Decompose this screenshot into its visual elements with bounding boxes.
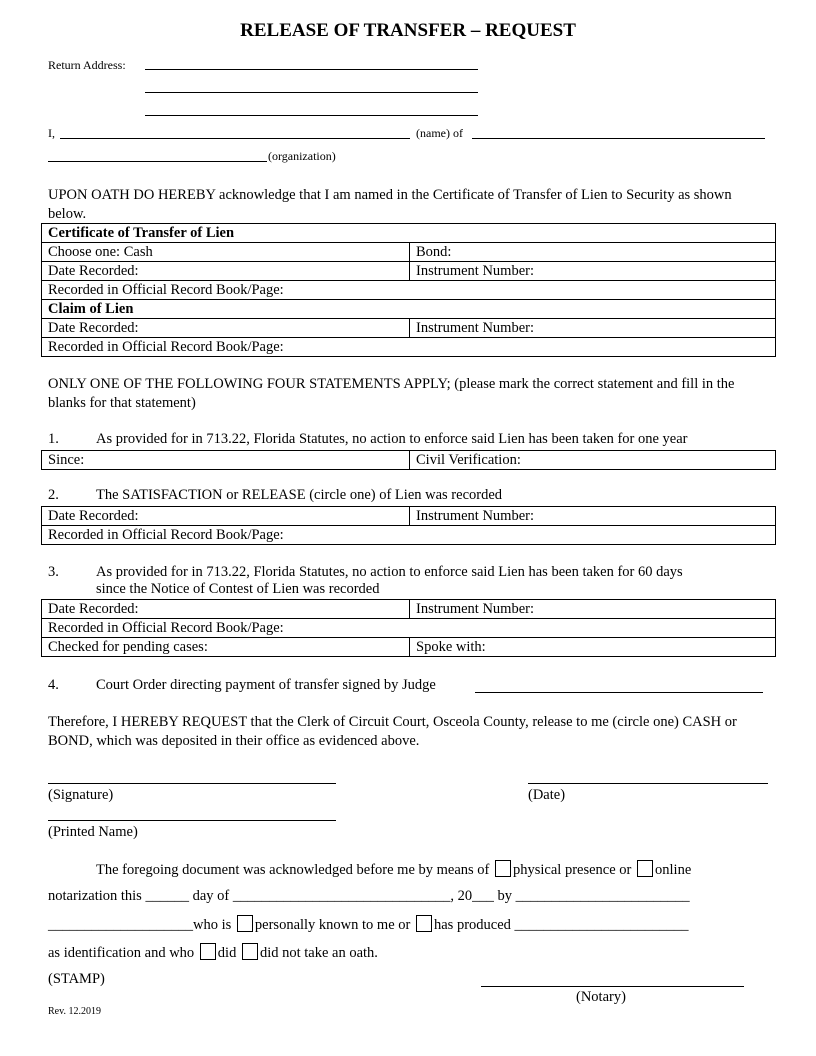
physical-presence-label: physical presence or bbox=[513, 862, 632, 878]
organization-field[interactable] bbox=[48, 161, 267, 162]
known-prefix[interactable]: ____________________who is bbox=[48, 917, 232, 933]
judge-field[interactable] bbox=[475, 692, 763, 693]
identification-text: as identification and who bbox=[48, 945, 195, 961]
statement-3-number[interactable]: 3. bbox=[48, 564, 59, 580]
statement-2-number[interactable]: 2. bbox=[48, 487, 59, 503]
return-address-label: Return Address: bbox=[48, 58, 126, 72]
certificate-table bbox=[41, 223, 776, 357]
revision-label: Rev. 12.2019 bbox=[48, 1006, 101, 1017]
did-label: did bbox=[217, 945, 237, 961]
personally-known-label: personally known to me or bbox=[254, 917, 411, 933]
cert-instrument-number[interactable]: Instrument Number: bbox=[410, 262, 776, 281]
return-address-line-1[interactable] bbox=[145, 69, 478, 70]
only-one-instructions: ONLY ONE OF THE FOLLOWING FOUR STATEMENTS APPLY; (please mark the correct statement and fill in the blanks for that statement) bbox=[48, 376, 735, 411]
did-not-label: did not take an oath. bbox=[259, 945, 378, 961]
signature-label: (Signature) bbox=[48, 787, 114, 803]
intro-i: I, bbox=[48, 126, 55, 140]
notary-signature-field[interactable] bbox=[481, 986, 744, 987]
cert-heading: Certificate of Transfer of Lien bbox=[42, 224, 776, 243]
statement-3-text-b: since the Notice of Contest of Lien was recorded bbox=[96, 581, 380, 597]
civil-verification-cell[interactable]: Civil Verification: bbox=[410, 451, 776, 470]
printed-name-label: (Printed Name) bbox=[48, 824, 138, 840]
s2-date-recorded[interactable]: Date Recorded: bbox=[42, 507, 410, 526]
online-checkbox[interactable] bbox=[637, 860, 653, 877]
s3-instrument-number[interactable]: Instrument Number: bbox=[410, 600, 776, 619]
oath-text: UPON OATH DO HEREBY acknowledge that I am named in the Certificate of Transfer of Lien to Security as shown below. bbox=[48, 187, 732, 222]
statement-4-text: Court Order directing payment of transfer signed by Judge bbox=[96, 677, 436, 693]
return-address-line-3[interactable] bbox=[145, 115, 478, 116]
bond-cell[interactable]: Bond: bbox=[410, 243, 776, 262]
notary-line-1-text: The foregoing document was acknowledged before me by means of bbox=[96, 862, 490, 878]
cert-recorded-book[interactable]: Recorded in Official Record Book/Page: bbox=[42, 281, 776, 300]
return-address-line-2[interactable] bbox=[145, 92, 478, 93]
statement-3-text-a: As provided for in 713.22, Florida Statutes, no action to enforce said Lien has been taken for 60 days bbox=[96, 564, 683, 580]
claim-heading: Claim of Lien bbox=[42, 300, 776, 319]
statement-1-number[interactable]: 1. bbox=[48, 431, 59, 447]
s3-recorded-book[interactable]: Recorded in Official Record Book/Page: bbox=[42, 619, 776, 638]
has-produced-label[interactable]: has produced ________________________ bbox=[433, 917, 689, 933]
claim-recorded-book[interactable]: Recorded in Official Record Book/Page: bbox=[42, 338, 776, 357]
name-field[interactable] bbox=[60, 138, 410, 139]
organization-label: (organization) bbox=[268, 149, 336, 163]
printed-name-field[interactable] bbox=[48, 820, 336, 821]
notary-line-4 bbox=[48, 943, 378, 962]
claim-date-recorded[interactable]: Date Recorded: bbox=[42, 319, 410, 338]
cert-date-recorded[interactable]: Date Recorded: bbox=[42, 262, 410, 281]
intro-name-of: (name) of bbox=[416, 126, 463, 140]
since-cell[interactable]: Since: bbox=[42, 451, 410, 470]
statement-2-text: The SATISFACTION or RELEASE (circle one) of Lien was recorded bbox=[96, 487, 503, 503]
has-produced-checkbox[interactable] bbox=[416, 915, 432, 932]
did-checkbox[interactable] bbox=[200, 943, 216, 960]
notary-line-1 bbox=[96, 860, 691, 879]
choose-one-cell[interactable]: Choose one: Cash bbox=[42, 243, 410, 262]
stamp-label: (STAMP) bbox=[48, 971, 105, 987]
spoke-with-cell[interactable]: Spoke with: bbox=[410, 638, 776, 657]
signature-field[interactable] bbox=[48, 783, 336, 784]
notary-line-2[interactable]: notarization this ______ day of ______________________________, 20___ by ________________________ bbox=[48, 888, 690, 904]
s3-date-recorded[interactable]: Date Recorded: bbox=[42, 600, 410, 619]
statement-2-table bbox=[41, 506, 776, 545]
therefore-text: Therefore, I HEREBY REQUEST that the Clerk of Circuit Court, Osceola County, release to me (circle one) CASH or BOND, which was deposited in their office as evidenced above. bbox=[48, 714, 737, 749]
claim-instrument-number[interactable]: Instrument Number: bbox=[410, 319, 776, 338]
statement-1-text: As provided for in 713.22, Florida Statutes, no action to enforce said Lien has been taken for one year bbox=[96, 431, 688, 447]
date-label: (Date) bbox=[528, 787, 566, 803]
statement-4-number[interactable]: 4. bbox=[48, 677, 59, 693]
page-title: RELEASE OF TRANSFER – REQUEST bbox=[240, 20, 576, 41]
notary-label: (Notary) bbox=[576, 989, 626, 1005]
online-label: online bbox=[655, 862, 692, 878]
did-not-checkbox[interactable] bbox=[242, 943, 258, 960]
s2-instrument-number[interactable]: Instrument Number: bbox=[410, 507, 776, 526]
physical-presence-checkbox[interactable] bbox=[495, 860, 511, 877]
personally-known-checkbox[interactable] bbox=[237, 915, 253, 932]
pending-cases-cell[interactable]: Checked for pending cases: bbox=[42, 638, 410, 657]
notary-line-3 bbox=[48, 915, 689, 934]
statement-1-table bbox=[41, 450, 776, 470]
s2-recorded-book[interactable]: Recorded in Official Record Book/Page: bbox=[42, 526, 776, 545]
statement-3-table bbox=[41, 599, 776, 657]
date-field[interactable] bbox=[528, 783, 768, 784]
of-field[interactable] bbox=[472, 138, 765, 139]
